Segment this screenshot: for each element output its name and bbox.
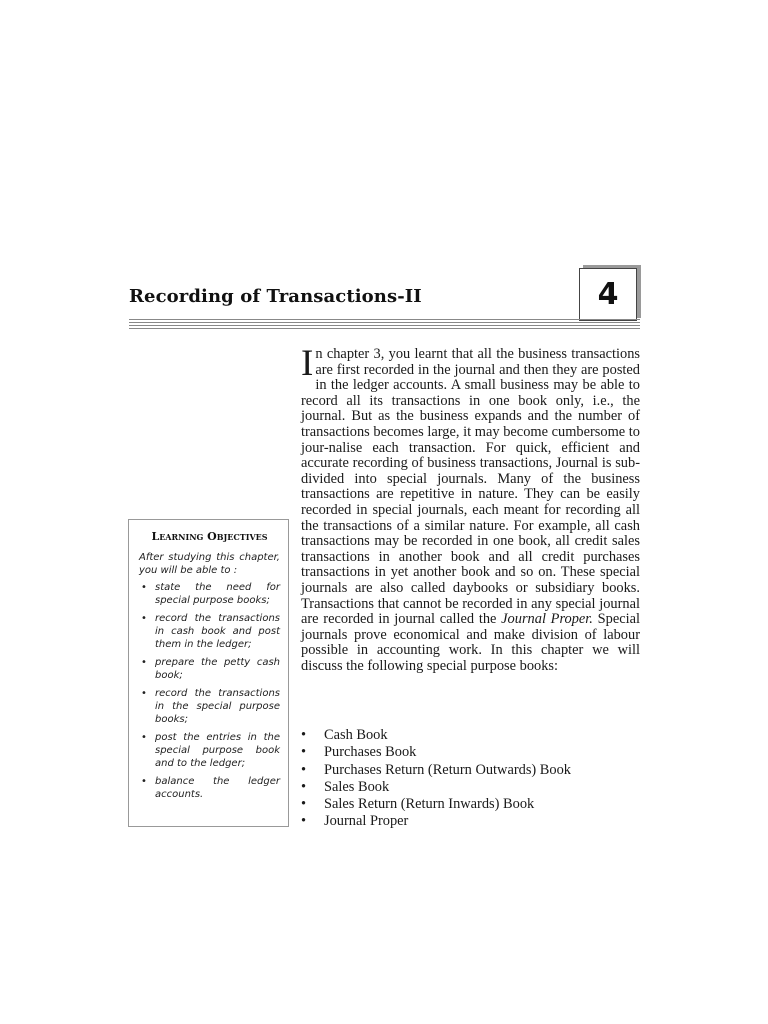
bullet-icon: • [141, 582, 147, 593]
objective-item: • balance the ledger accounts. [141, 776, 280, 800]
bullet-icon: • [141, 688, 147, 699]
objectives-intro: After studying this chapter, you will be able to : [139, 552, 280, 576]
bullet-icon: • [301, 778, 307, 795]
chapter-intro-paragraph [301, 343, 640, 674]
list-item: • Sales Return (Return Inwards) Book [301, 796, 535, 813]
list-item: • Sales Book [301, 778, 390, 795]
list-item: • Cash Book [301, 727, 388, 743]
bullet-icon: • [141, 657, 147, 668]
objective-item: • state the need for special purpose books; [141, 582, 280, 606]
special-books-list [301, 727, 571, 831]
intro-text: n chapter 3, you learnt that all the business transactions are first recorded in the journal and then they are posted in the ledger accounts. A small business may be able to record all its transactions in one book only, i.e., the journal. But as the business expands and the number of transactions becomes large, it may become cumbersome to jour-nalise each transaction. For quick, efficient and accurate recording of business transactions, Journal is sub-divided into special journals. Many of the business transactions are repetitive in nature. They can be easily recorded in special journals, each meant for recording all the transactions of a similar nature. For example, all cash transactions may be recorded in one book, all credit sales transactions in another book and all credit purchases transactions in yet another book and so on. These special journals are also called daybooks or subsidiary books. Transactions that cannot be recorded in any special journal are recorded in journal called the [301, 346, 640, 628]
bullet-icon: • [141, 732, 147, 743]
chapter-title: Recording of Transactions-II [129, 286, 422, 307]
list-item: • Purchases Book [301, 744, 417, 761]
bullet-icon: • [141, 613, 147, 624]
objective-item: • record the transactions in cash book and post them in the ledger; [141, 613, 280, 650]
bullet-icon: • [301, 813, 307, 830]
chapter-number-box [579, 268, 637, 321]
chapter-number: 4 [597, 277, 619, 312]
objective-item: • post the entries in the special purpose book and to the ledger; [141, 732, 280, 769]
journal-proper-term: Journal Proper. [501, 611, 593, 628]
bullet-icon: • [301, 796, 307, 813]
bullet-icon: • [141, 776, 147, 787]
intro-text-continued: Special journals prove economical and make division of labour possible in accounting work. In this chapter we will discuss the following special purpose books: [301, 611, 640, 674]
bullet-icon: • [301, 744, 307, 761]
objective-item: • record the transactions in the special purpose books; [141, 688, 280, 725]
drop-cap: I [301, 343, 314, 384]
list-item: • Journal Proper [301, 813, 409, 830]
title-rule [129, 319, 640, 329]
list-item: • Purchases Return (Return Outwards) Book [301, 761, 571, 778]
bullet-icon: • [301, 761, 307, 778]
objectives-heading: Learning Objectives [151, 530, 268, 543]
learning-objectives-box [128, 519, 289, 827]
objectives-list [139, 581, 280, 801]
bullet-icon: • [301, 727, 307, 743]
objective-item: • prepare the petty cash book; [141, 657, 280, 681]
